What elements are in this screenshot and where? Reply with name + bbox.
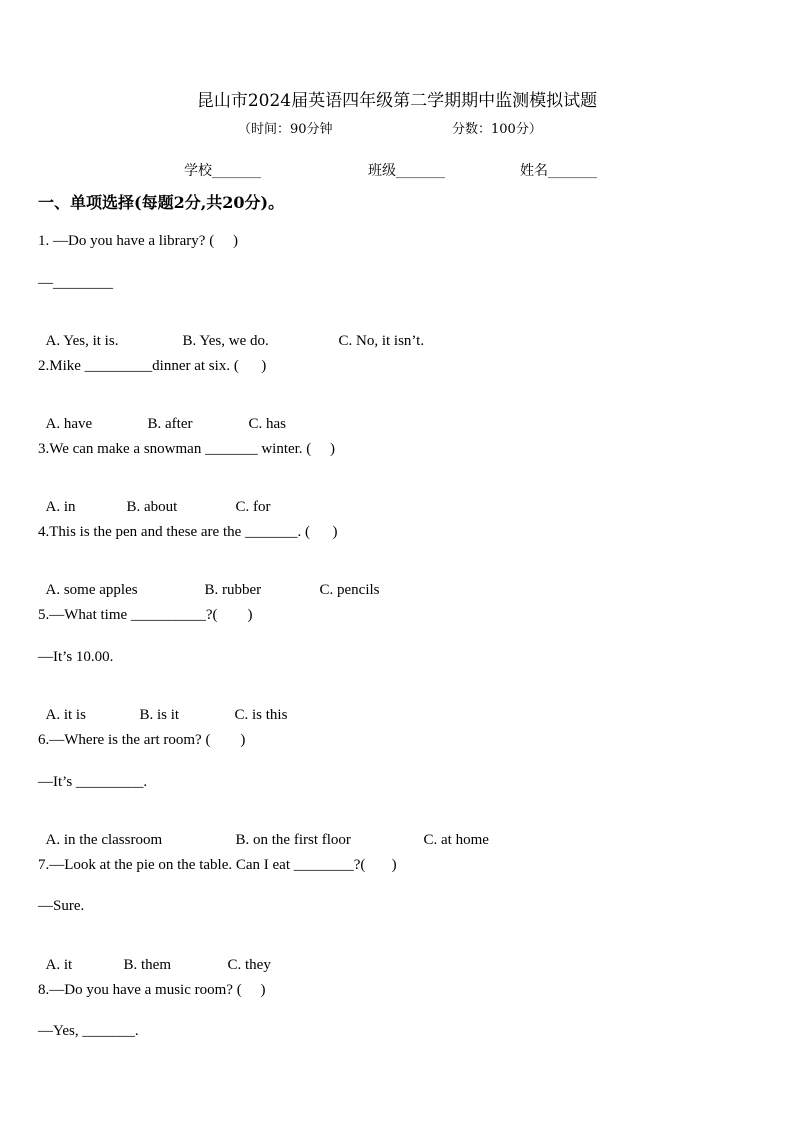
question-5: 5.—What time __________?( ) bbox=[38, 607, 253, 623]
question-5-answer-line: —It’s 10.00. bbox=[38, 649, 114, 665]
question-1-answer-line: —________ bbox=[38, 275, 113, 291]
option-c: C. for bbox=[235, 499, 271, 515]
question-6: 6.—Where is the art room? ( ) bbox=[38, 732, 246, 748]
question-7-options bbox=[38, 940, 271, 974]
question-3: 3.We can make a snowman _______ winter. ( ) bbox=[38, 441, 336, 457]
question-4-options bbox=[38, 565, 380, 599]
option-a: A. some apples bbox=[45, 582, 138, 598]
page-title: 昆山市2024届英语四年级第二学期期中监测模拟试题 bbox=[196, 91, 598, 111]
question-2: 2.Mike _________dinner at six. ( ) bbox=[38, 358, 267, 374]
question-2-options bbox=[38, 399, 286, 433]
question-4: 4.This is the pen and these are the _______. ( ) bbox=[38, 524, 338, 540]
option-a: A. have bbox=[45, 416, 93, 432]
option-b: B. is it bbox=[139, 707, 180, 723]
option-a: A. in bbox=[45, 499, 76, 515]
question-1-options bbox=[38, 316, 424, 350]
option-b: B. about bbox=[126, 499, 178, 515]
option-b: B. Yes, we do. bbox=[182, 333, 269, 349]
option-c: C. No, it isn’t. bbox=[338, 333, 425, 349]
option-b: B. them bbox=[123, 957, 171, 973]
option-a: A. it is bbox=[45, 707, 86, 723]
exam-time: （时间：90分钟 bbox=[238, 122, 333, 137]
class-field: 班级_______ bbox=[368, 163, 445, 179]
question-5-options bbox=[38, 690, 287, 724]
option-a: A. Yes, it is. bbox=[45, 333, 119, 349]
option-c: C. at home bbox=[423, 832, 489, 848]
question-7: 7.—Look at the pie on the table. Can I eat ________?( ) bbox=[38, 857, 397, 873]
option-b: B. on the first floor bbox=[235, 832, 351, 848]
option-b: B. rubber bbox=[204, 582, 262, 598]
option-c: C. has bbox=[248, 416, 286, 432]
question-7-answer-line: —Sure. bbox=[38, 898, 85, 914]
option-c: C. pencils bbox=[319, 582, 380, 598]
option-a: A. in the classroom bbox=[45, 832, 163, 848]
question-6-answer-line: —It’s _________. bbox=[38, 774, 148, 790]
name-field: 姓名_______ bbox=[520, 163, 597, 179]
option-c: C. they bbox=[227, 957, 271, 973]
question-6-options bbox=[38, 815, 489, 849]
option-b: B. after bbox=[147, 416, 193, 432]
section-heading: 一、单项选择(每题2分,共20分)。 bbox=[38, 193, 285, 212]
option-a: A. it bbox=[45, 957, 73, 973]
exam-score: 分数：100分） bbox=[452, 122, 542, 137]
option-c: C. is this bbox=[234, 707, 288, 723]
question-1: 1. —Do you have a library? ( ) bbox=[38, 233, 238, 249]
school-field: 学校_______ bbox=[184, 163, 261, 179]
question-3-options bbox=[38, 482, 271, 516]
question-8: 8.—Do you have a music room? ( ) bbox=[38, 982, 266, 998]
question-8-answer-line: —Yes, _______. bbox=[38, 1023, 139, 1039]
